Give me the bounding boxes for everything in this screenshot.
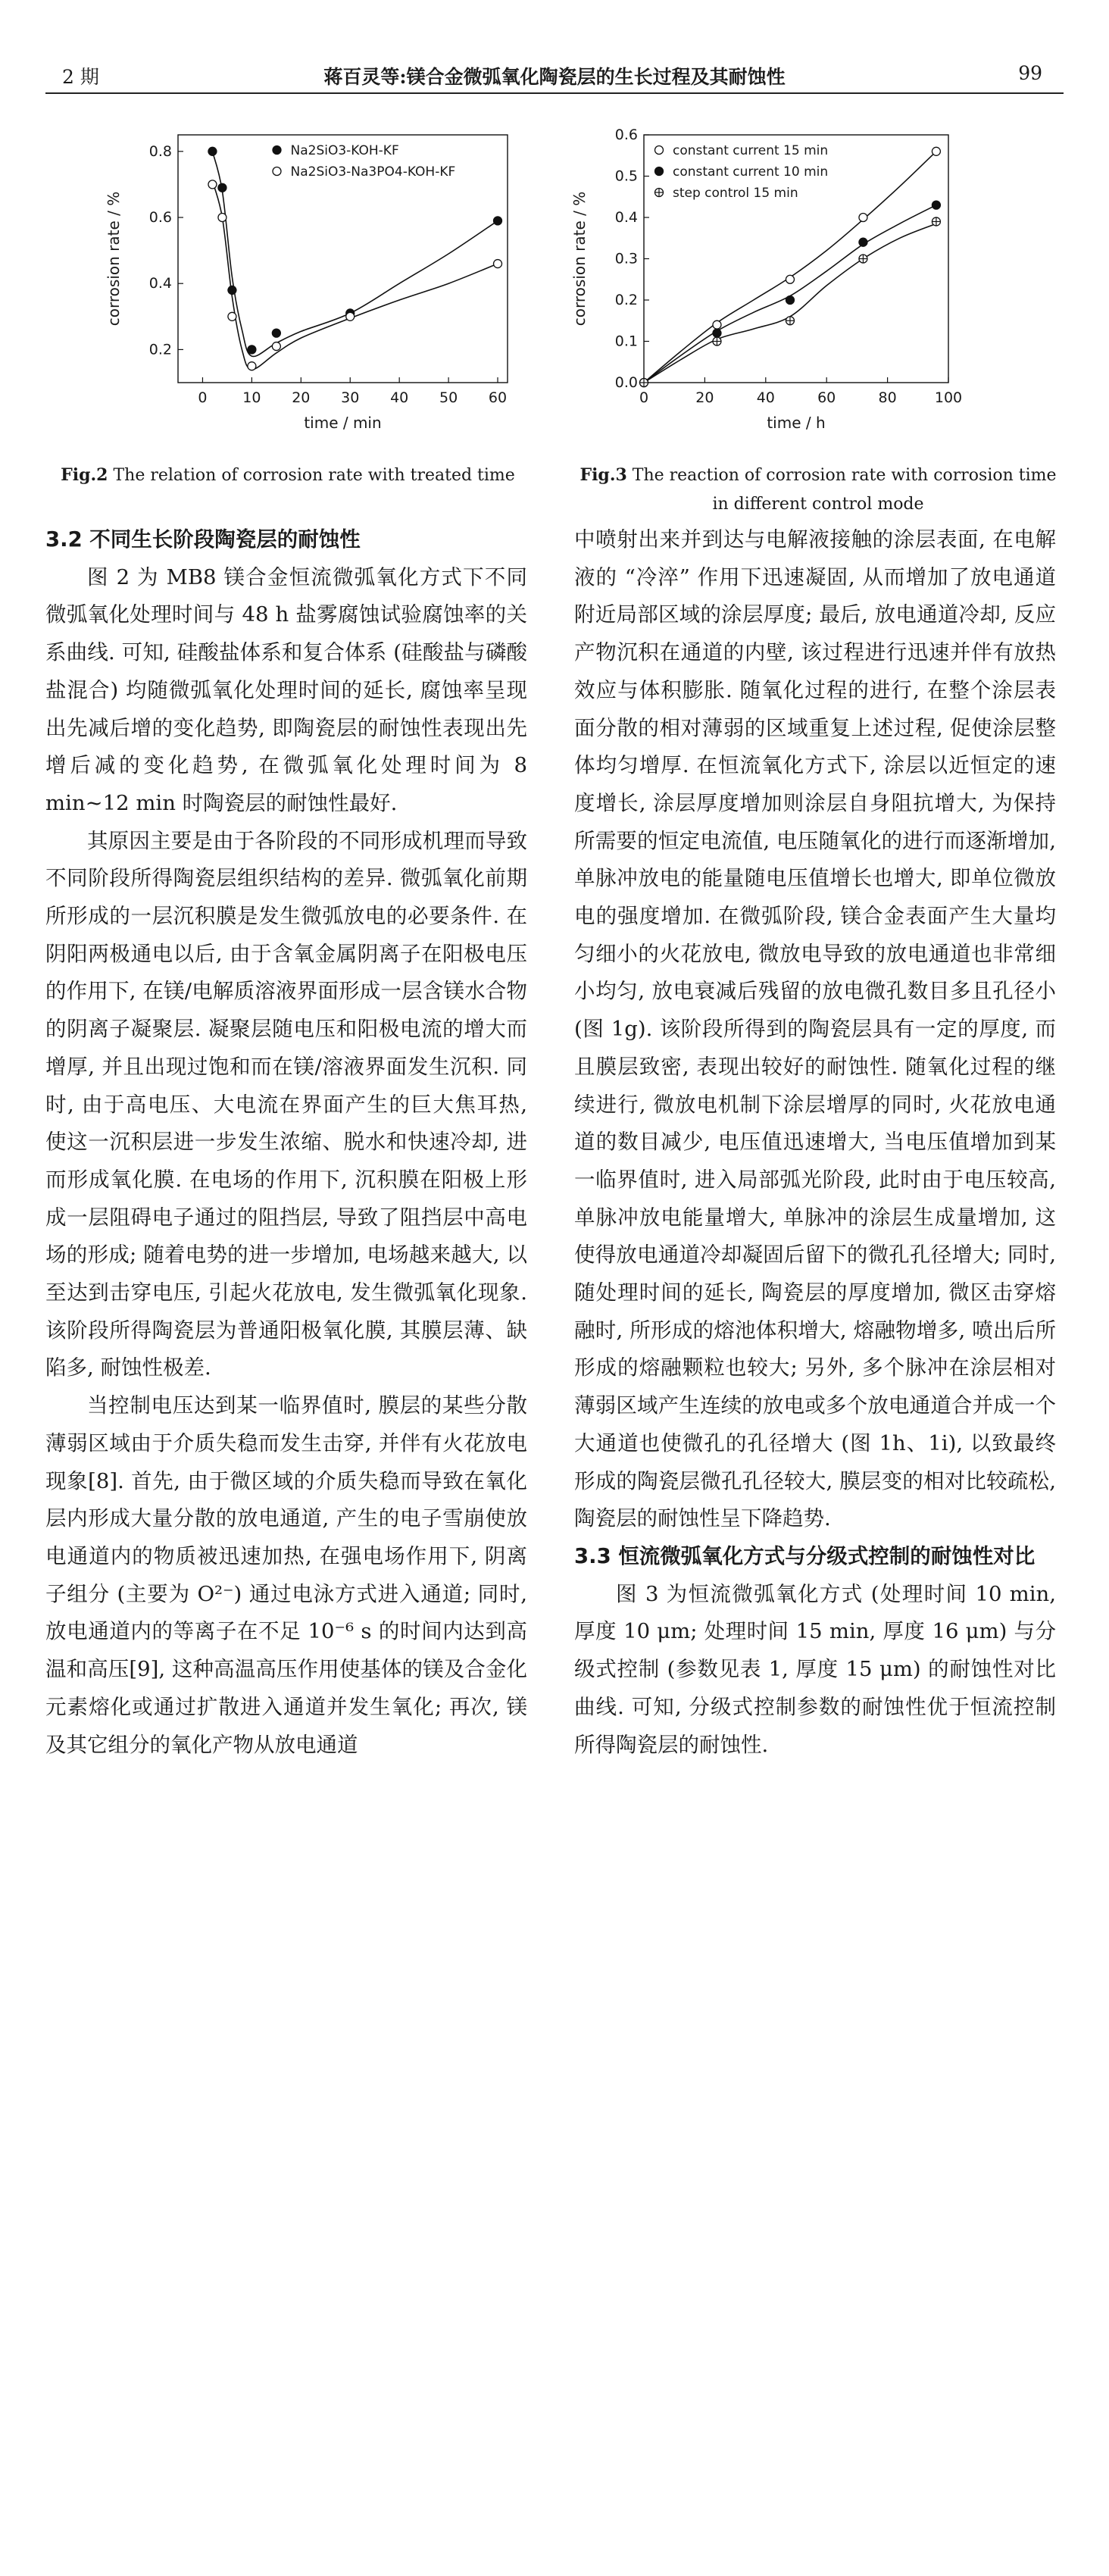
figure-3-chart — [561, 121, 1015, 455]
x-tick-label: 10 — [242, 389, 261, 406]
y-tick-label: 0.2 — [614, 292, 638, 308]
page-number: 99 — [1018, 62, 1042, 84]
x-tick-label: 40 — [756, 389, 775, 406]
section-heading-3-3: 3.3 恒流微弧氧化方式与分级式控制的耐蚀性对比 — [574, 1543, 1036, 1568]
series — [208, 180, 502, 370]
data-point-filled — [655, 167, 664, 176]
data-point-open — [859, 214, 867, 222]
data-point-filled — [208, 147, 217, 155]
right-column — [574, 521, 1056, 1764]
data-point-open — [273, 167, 281, 176]
series — [640, 201, 941, 386]
y-axis-label: corrosion rate / % — [105, 191, 123, 327]
legend-entry: Na2SiO3-KOH-KF — [290, 143, 399, 158]
figure-2 — [76, 121, 530, 455]
x-tick-label: 40 — [390, 389, 409, 406]
legend-entry: step control 15 min — [673, 186, 798, 201]
data-point-open — [786, 275, 794, 283]
paragraph: 其原因主要是由于各阶段的不同形成机理而导致不同阶段所得陶瓷层组织结构的差异. 微弧氧化前期所形成的一层沉积膜是发生微弧放电的必要条件. 在阴阳两极通电以后, 由于含氧金属阴离子在阳极电压的作用下, 在镁/电解质溶液界面形成一层含镁水合物的阴离子凝聚层. 凝聚层随电压和阳极电流的增大而增厚, 并且出现过饱和而在镁/溶液界面发生沉积. 同时, 由于高电压、大电流在界面产生的巨大焦耳热, 使这一沉积层进一步发生浓缩、脱水和快速冷却, 进而形成氧化膜. 在电场的作用下, 沉积膜在阳极上形成一层阻碍电子通过的阻挡层, 导致了阻挡层中高电场的形成; 随着电势的进一步增加, 电场越来越大, 以至达到击穿电压, 引起火花放电, 发生微弧氧化现象. 该阶段所得陶瓷层为普通阳极氧化膜, 其膜层薄、缺陷多, 耐蚀性极差. — [45, 828, 527, 1380]
paragraph: 中喷射出来并到达与电解液接触的涂层表面, 在电解液的 “冷淬” 作用下迅速凝固, 从而增加了放电通道附近局部区域的涂层厚度; 最后, 放电通道冷却, 反应产物沉积在通道的内壁, 该过程进行迅速并伴有放热效应与体积膨胀. 随氧化过程的进行, 在整个涂层表面分散的相对薄弱的区域重复上述过程, 促使涂层整体均匀增厚. 在恒流氧化方式下, 涂层以近恒定的速度增长, 涂层厚度增加则涂层自身阻抗增大, 为保持所需要的恒定电流值, 电压随氧化的进行而逐渐增加, 单脉冲放电的能量随电压值增长也增大, 即单位微放电的强度增加. 在微弧阶段, 镁合金表面产生大量均匀细小的火花放电, 微放电导致的放电通道也非常细小均匀, 放电衰减后残留的放电微孔数目多且孔径小 (图 1g). 该阶段所得到的陶瓷层具有一定的厚度, 而且膜层致密, 表现出较好的耐蚀性. 随氧化过程的继续进行, 微放电机制下涂层增厚的同时, 火花放电通道的数目减少, 电压值迅速增大, 当电压值增加到某一临界值时, 进入局部弧光阶段, 此时由于电压较高, 单脉冲放电能量增大, 单脉冲的涂层生成量增加, 这使得放电通道冷却凝固后留下的微孔孔径增大; 同时, 随处理时间的延长, 陶瓷层的厚度增加, 微区击穿熔融时, 所形成的熔池体积增大, 熔融物增多, 喷出后所形成的熔融颗粒也较大; 另外, 多个脉冲在涂层相对薄弱区域产生连续的放电或多个放电通道合并成一个大通道也使微孔的孔径增大 (图 1h、1i), 以致最终形成的陶瓷层微孔孔径较大, 膜层变的相对比较疏松, 陶瓷层的耐蚀性呈下降趋势. — [574, 527, 1056, 1531]
data-point-open — [713, 320, 721, 329]
figure-2-label: Fig.2 — [61, 465, 108, 485]
data-point-open — [218, 214, 226, 222]
data-point-open — [494, 260, 502, 268]
data-point-filled — [218, 183, 226, 192]
x-tick-label: 60 — [488, 389, 508, 406]
figure-3 — [561, 121, 1015, 455]
y-tick-label: 0.6 — [614, 127, 638, 143]
x-axis-label: time / min — [304, 414, 382, 432]
x-tick-label: 50 — [439, 389, 458, 406]
issue-number: 2 期 — [62, 66, 99, 88]
y-axis-label: corrosion rate / % — [570, 191, 589, 327]
legend-entry: constant current 10 min — [673, 164, 829, 180]
figure-2-caption-text: The relation of corrosion rate with treated time — [113, 466, 515, 485]
y-tick-label: 0.0 — [614, 374, 638, 391]
x-tick-label: 30 — [341, 389, 360, 406]
legend-entry: constant current 15 min — [673, 143, 829, 158]
y-tick-label: 0.4 — [148, 275, 172, 292]
y-tick-label: 0.2 — [148, 341, 172, 358]
data-point-open — [346, 312, 355, 320]
data-point-filled — [713, 329, 721, 337]
legend-entry: Na2SiO3-Na3PO4-KOH-KF — [290, 164, 456, 180]
data-point-open — [272, 342, 280, 351]
data-point-open — [248, 362, 256, 370]
data-point-filled — [273, 146, 281, 155]
paragraph: 图 2 为 MB8 镁合金恒流微弧氧化方式下不同微弧氧化处理时间与 48 h 盐雾腐蚀试验腐蚀率的关系曲线. 可知, 硅酸盐体系和复合体系 (硅酸盐与磷酸盐混合) 均随微弧氧化处理时间的延长, 腐蚀率呈现出先减后增的变化趋势, 即陶瓷层的耐蚀性表现出先增后减的变化趋势, 在微弧氧化处理时间为 8 min~12 min 时陶瓷层的耐蚀性最好. — [45, 564, 527, 815]
paragraph: 图 3 为恒流微弧氧化方式 (处理时间 10 min, 厚度 10 μm; 处理时间 15 min, 厚度 16 μm) 与分级式控制 (参数见表 1, 厚度 15 μm) 的耐蚀性对比曲线. 可知, 分级式控制参数的耐蚀性优于恒流控制所得陶瓷层的耐蚀性. — [574, 1581, 1056, 1757]
x-tick-label: 100 — [934, 389, 963, 406]
series — [640, 147, 941, 386]
data-point-open — [655, 146, 664, 155]
data-point-filled — [494, 217, 502, 225]
data-point-open — [228, 312, 236, 320]
x-tick-label: 80 — [878, 389, 897, 406]
figure-2-caption — [45, 461, 530, 490]
data-point-filled — [859, 238, 867, 246]
x-tick-label: 0 — [639, 389, 649, 406]
x-tick-label: 60 — [817, 389, 836, 406]
legend — [273, 143, 455, 180]
y-tick-label: 0.4 — [614, 209, 638, 226]
data-point-filled — [932, 201, 940, 209]
series-line — [212, 152, 498, 357]
article-running-title: 蒋百灵等:镁合金微弧氧化陶瓷层的生长过程及其耐蚀性 — [323, 66, 786, 88]
legend — [655, 143, 829, 201]
y-tick-label: 0.1 — [614, 333, 638, 350]
x-tick-label: 0 — [198, 389, 208, 406]
y-tick-label: 0.5 — [614, 167, 638, 185]
data-point-filled — [786, 296, 794, 305]
data-point-filled — [248, 345, 256, 354]
data-point-open — [208, 180, 217, 189]
x-tick-label: 20 — [695, 389, 714, 406]
left-column — [45, 521, 527, 1764]
y-tick-label: 0.3 — [614, 250, 638, 267]
x-tick-label: 20 — [292, 389, 311, 406]
x-axis-label: time / h — [767, 414, 826, 432]
data-point-open — [932, 147, 940, 155]
series-line — [212, 181, 498, 370]
figure-2-chart — [76, 121, 530, 455]
paragraph: 当控制电压达到某一临界值时, 膜层的某些分散薄弱区域由于介质失稳而发生击穿, 并伴有火花放电现象[8]. 首先, 由于微区域的介质失稳而导致在氧化层内形成大量分散的放电通道, 产生的电子雪崩使放电通道内的物质被迅速加热, 在强电场作用下, 阴离子组分 (主要为 O²⁻) 通过电泳方式进入通道; 同时, 放电通道内的等离子在不足 10⁻⁶ s 的时间内达到高温和高压[9], 这种高温高压作用使基体的镁及合金化元素熔化或通过扩散进入通道并发生氧化; 再次, 镁及其它组分的氧化产物从放电通道 — [45, 1393, 527, 1757]
section-heading-3-2: 3.2 不同生长阶段陶瓷层的耐蚀性 — [45, 527, 361, 552]
y-tick-label: 0.6 — [148, 209, 172, 226]
data-point-filled — [272, 329, 280, 337]
y-tick-label: 0.8 — [148, 142, 172, 160]
figure-3-caption-text: The reaction of corrosion rate with corrosion time in different control mode — [632, 466, 1057, 514]
figure-3-caption — [576, 461, 1061, 519]
figure-3-label: Fig.3 — [579, 465, 627, 485]
running-header — [45, 59, 1064, 89]
header-rule — [45, 92, 1064, 94]
